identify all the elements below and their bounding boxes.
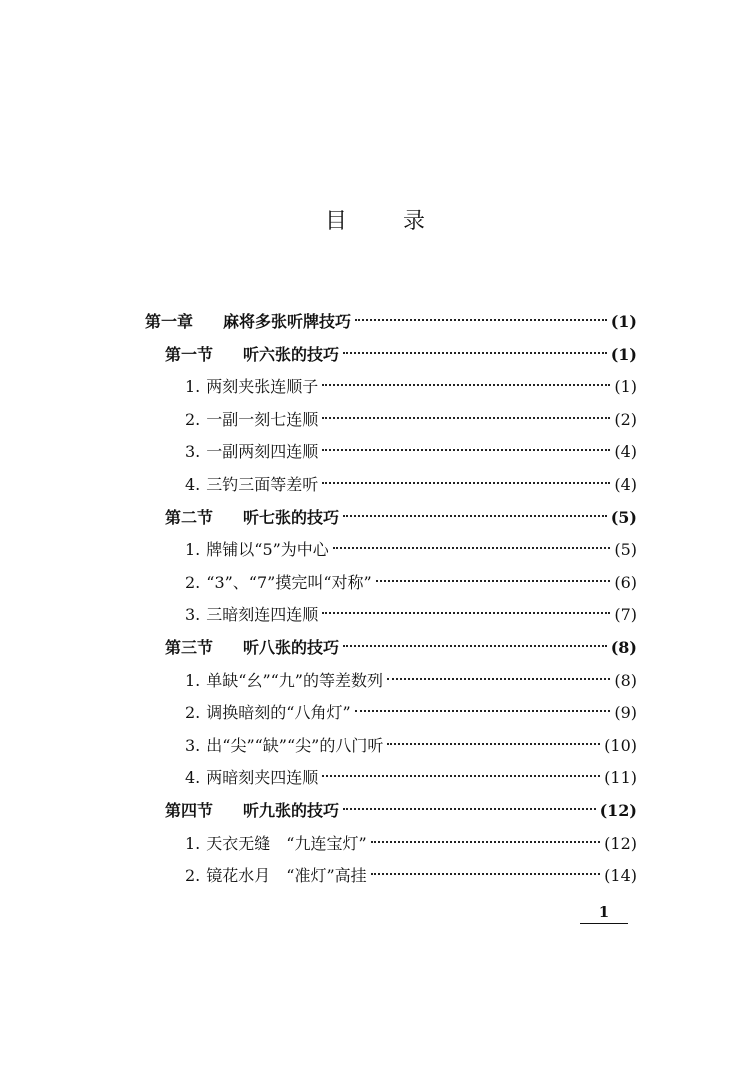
entry-title: 一副一刻七连顺 bbox=[206, 409, 319, 429]
entry-title: 两刻夹张连顺子 bbox=[206, 377, 319, 397]
entry-label: 3. bbox=[185, 605, 201, 625]
entry-label: 4. bbox=[185, 474, 201, 494]
toc-entry-item[interactable] bbox=[145, 665, 637, 698]
dot-leader bbox=[355, 319, 607, 321]
entry-title: 三钓三面等差听 bbox=[206, 474, 319, 494]
entry-page-number: (8) bbox=[610, 637, 637, 657]
dot-leader bbox=[343, 352, 607, 354]
dot-leader bbox=[322, 384, 610, 386]
dot-leader bbox=[343, 645, 607, 647]
entry-label: 2. bbox=[185, 572, 201, 592]
entry-label: 2. bbox=[185, 866, 201, 886]
dot-leader bbox=[343, 515, 607, 517]
entry-label: 1. bbox=[185, 540, 201, 560]
toc-entry-item[interactable] bbox=[145, 534, 637, 567]
entry-title: 镜花水月 “准灯”高挂 bbox=[206, 866, 367, 886]
entry-label: 4. bbox=[185, 768, 201, 788]
entry-label: 第二节 bbox=[165, 507, 214, 527]
entry-label: 第三节 bbox=[165, 637, 214, 657]
entry-title: “3”、“7”摸完叫“对称” bbox=[206, 572, 372, 592]
toc-entry-item[interactable] bbox=[145, 404, 637, 437]
entry-title: 单缺“幺”“九”的等差数列 bbox=[206, 670, 383, 690]
entry-label: 3. bbox=[185, 735, 201, 755]
entry-label: 2. bbox=[185, 703, 201, 723]
entry-page-number: (4) bbox=[614, 442, 637, 462]
entry-title: 麻将多张听牌技巧 bbox=[223, 312, 352, 331]
title-char-1: 目 bbox=[324, 209, 347, 234]
entry-page-number: (8) bbox=[614, 670, 637, 690]
toc-entry-section[interactable] bbox=[145, 339, 637, 372]
toc-entry-item[interactable] bbox=[145, 697, 637, 730]
toc-entry-item[interactable] bbox=[145, 599, 637, 632]
entry-page-number: (11) bbox=[604, 768, 637, 788]
dot-leader bbox=[322, 612, 610, 614]
dot-leader bbox=[322, 417, 610, 419]
entry-page-number: (2) bbox=[614, 409, 637, 429]
dot-leader bbox=[371, 873, 601, 875]
title-char-2: 录 bbox=[403, 209, 426, 234]
entry-page-number: (5) bbox=[614, 540, 637, 560]
entry-page-number: (4) bbox=[614, 474, 637, 494]
dot-leader bbox=[387, 743, 600, 745]
dot-leader bbox=[322, 775, 600, 777]
dot-leader bbox=[387, 678, 610, 680]
dot-leader bbox=[322, 449, 610, 451]
toc-entry-item[interactable] bbox=[145, 469, 637, 502]
dot-leader bbox=[371, 841, 601, 843]
entry-label: 3. bbox=[185, 442, 201, 462]
entry-page-number: (12) bbox=[599, 800, 637, 820]
entry-title: 天衣无缝 “九连宝灯” bbox=[206, 833, 367, 853]
toc-entry-chapter[interactable] bbox=[145, 306, 637, 339]
toc-entry-item[interactable] bbox=[145, 828, 637, 861]
entry-page-number: (5) bbox=[610, 507, 637, 527]
entry-label: 第一节 bbox=[165, 344, 214, 364]
entry-page-number: (1) bbox=[614, 377, 637, 397]
dot-leader bbox=[376, 580, 611, 582]
entry-title: 出“尖”“缺”“尖”的八门听 bbox=[206, 735, 384, 755]
toc-entry-section[interactable] bbox=[145, 795, 637, 828]
entry-title: 听六张的技巧 bbox=[243, 344, 340, 364]
entry-label: 第四节 bbox=[165, 800, 214, 820]
toc-entry-item[interactable] bbox=[145, 730, 637, 763]
toc-entry-section[interactable] bbox=[145, 502, 637, 535]
page-title bbox=[0, 204, 750, 235]
toc-entry-section[interactable] bbox=[145, 632, 637, 665]
entry-page-number: (7) bbox=[614, 605, 637, 625]
dot-leader bbox=[355, 710, 611, 712]
entry-title: 一副两刻四连顺 bbox=[206, 442, 319, 462]
page-number: 1 bbox=[580, 903, 628, 924]
entry-title: 两暗刻夹四连顺 bbox=[206, 768, 319, 788]
entry-title: 听九张的技巧 bbox=[243, 800, 340, 820]
entry-label: 2. bbox=[185, 409, 201, 429]
toc-entry-item[interactable] bbox=[145, 860, 637, 893]
entry-page-number: (10) bbox=[604, 735, 637, 755]
dot-leader bbox=[322, 482, 610, 484]
entry-page-number: (9) bbox=[614, 703, 637, 723]
entry-title: 调换暗刻的“八角灯” bbox=[206, 703, 351, 723]
entry-page-number: (1) bbox=[610, 344, 637, 364]
entry-page-number: (1) bbox=[610, 312, 637, 331]
entry-title: 牌铺以“5”为中心 bbox=[206, 540, 329, 560]
toc-entry-item[interactable] bbox=[145, 371, 637, 404]
entry-page-number: (12) bbox=[604, 833, 637, 853]
entry-label: 1. bbox=[185, 833, 201, 853]
toc-entry-item[interactable] bbox=[145, 567, 637, 600]
entry-title: 听七张的技巧 bbox=[243, 507, 340, 527]
entry-label: 1. bbox=[185, 670, 201, 690]
toc-entry-item[interactable] bbox=[145, 762, 637, 795]
dot-leader bbox=[343, 808, 596, 810]
table-of-contents bbox=[145, 306, 637, 893]
entry-label: 第一章 bbox=[145, 312, 194, 331]
entry-page-number: (6) bbox=[614, 572, 637, 592]
entry-title: 三暗刻连四连顺 bbox=[206, 605, 319, 625]
entry-title: 听八张的技巧 bbox=[243, 637, 340, 657]
entry-label: 1. bbox=[185, 377, 201, 397]
entry-page-number: (14) bbox=[604, 866, 637, 886]
toc-entry-item[interactable] bbox=[145, 436, 637, 469]
dot-leader bbox=[333, 547, 611, 549]
